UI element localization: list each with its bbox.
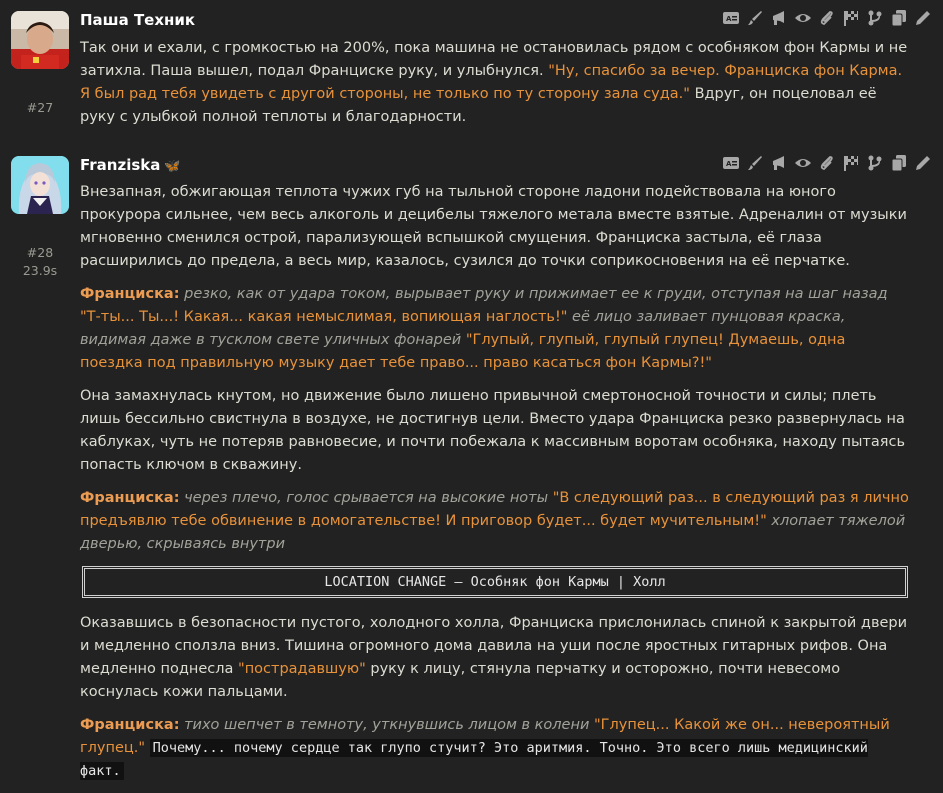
quote: "Глупый, глупый, глупый глупец! Думаешь, одна поездка под правильную музыку дает тебе право... право касаться фон Кармы?!" [80, 332, 846, 371]
speaker-label: Франциска: [80, 286, 180, 302]
message-toolbar [723, 155, 931, 171]
message-number: #27 [26, 100, 54, 115]
message-meta [10, 99, 70, 117]
butterfly-icon: 🦋 [164, 159, 181, 174]
pencil-icon[interactable] [915, 10, 931, 26]
megaphone-icon[interactable] [771, 10, 787, 26]
paragraph: Внезапная, обжигающая теплота чужих губ на тыльной стороне ладони подействовала на юного прокурора сильнее, чем весь алкоголь и децибелы тяжелого метала вместе взятые. Адреналин от музыки мгновенно сменился острой, парализующей вспышкой смущения. Франциска застыла, её глаза расширились до предела, а весь мир, казалось, сузился до точки соприкосновения на её перчатке. [80, 184, 907, 269]
author-name: Паша Техник [80, 11, 196, 29]
megaphone-icon[interactable] [771, 155, 787, 171]
message-text [80, 181, 910, 793]
flag-icon[interactable] [843, 10, 859, 26]
paragraph: Оказавшись в безопасности пустого, холодного холла, Франциска прислонилась спиной к закрытой двери и медленно сползла вниз. Тишина огромного дома давила на уши после яростных гитарных рифов. Она медленно поднесла "пострадавшую" руку к лицу, стянула перчатку и осторожно, почти невесомо коснулась кожи пальцами. [80, 615, 908, 700]
eye-icon[interactable] [795, 155, 811, 171]
inline-code: Почему... почему сердце так глупо стучит? Это аритмия. Точно. Это всего лишь медицинский факт. [80, 740, 868, 779]
location-change-box: LOCATION CHANGE — Особняк фон Кармы | Холл [82, 566, 908, 598]
quote: "Глупец... Какой же он... невероятный глупец." [80, 717, 890, 756]
quote: "Ну, спасибо за вечер. Франциска фон Карма. Я был рад тебя увидеть с другой стороны, не только по ту сторону зала суда." [80, 63, 903, 102]
quote: "В следующий раз... в следующий раз я лично предъявлю тебе обвинение в домогательстве! И приговор будет... будет мучительным!" [80, 490, 909, 529]
speaker-label: Франциска: [80, 490, 180, 506]
action-text: хлопает тяжелой дверью, скрываясь внутри [80, 513, 906, 552]
author-name: Franziska 🦋 [80, 156, 181, 174]
message-meta [10, 244, 70, 280]
copy-icon[interactable] [891, 10, 907, 26]
avatar-franziska[interactable] [11, 156, 69, 214]
paragraph [80, 714, 910, 783]
message-number: #28 [26, 245, 54, 260]
quote: "пострадавшую" [238, 661, 366, 677]
translate-icon[interactable] [723, 10, 739, 26]
paragraph: Так они и ехали, с громкостью на 200%, пока машина не остановилась рядом с особняком фон Кармы и не затихла. Паша вышел, подал Франциске руку, и улыбнулся. "Ну, спасибо за вечер. Франциска фон Карма. Я был рад тебя увидеть с другой стороны, не только по ту сторону зала суда." Вдруг, он поцеловал её руку с улыбкой полной теплоты и благодарности. [80, 40, 908, 125]
action-text: её лицо заливает пунцовая краска, видимая даже в тусклом свете уличных фонарей [80, 309, 846, 348]
message-text [80, 37, 910, 139]
action-text: резко, как от удара током, вырывает руку и прижимает ее к груди, отступая на шаг назад [184, 286, 888, 302]
brush-icon[interactable] [747, 10, 763, 26]
paragraph [80, 283, 910, 375]
copy-icon[interactable] [891, 155, 907, 171]
pencil-icon[interactable] [915, 155, 931, 171]
branch-icon[interactable] [867, 155, 883, 171]
brush-icon[interactable] [747, 155, 763, 171]
action-text: через плечо, голос срывается на высокие ноты [184, 490, 549, 506]
quote: "Т-ты... Ты...! Какая... какая немыслимая, вопиющая наглость!" [80, 309, 568, 325]
paperclip-icon[interactable] [819, 10, 835, 26]
svg-text:A: A [726, 15, 732, 23]
action-text: тихо шепчет в темноту, уткнувшись лицом в колени [184, 717, 590, 733]
speaker-label: Франциска: [80, 717, 180, 733]
paperclip-icon[interactable] [819, 155, 835, 171]
message-toolbar [723, 10, 931, 26]
flag-icon[interactable] [843, 155, 859, 171]
svg-text:A: A [726, 160, 732, 168]
generation-time: 23.9s [22, 263, 58, 278]
translate-icon[interactable] [723, 155, 739, 171]
avatar-pasha[interactable] [11, 11, 69, 69]
branch-icon[interactable] [867, 10, 883, 26]
eye-icon[interactable] [795, 10, 811, 26]
paragraph: Она замахнулась кнутом, но движение было лишено привычной смертоносной точности и силы; плеть лишь бессильно свистнула в воздухе, не достигнув цели. Вместо удара Франциска резко развернулась на каблуках, чуть не потеряв равновесие, и почти побежала к массивным воротам особняка, находу пытаясь попасть ключом в скважину. [80, 388, 905, 473]
paragraph [80, 487, 910, 556]
